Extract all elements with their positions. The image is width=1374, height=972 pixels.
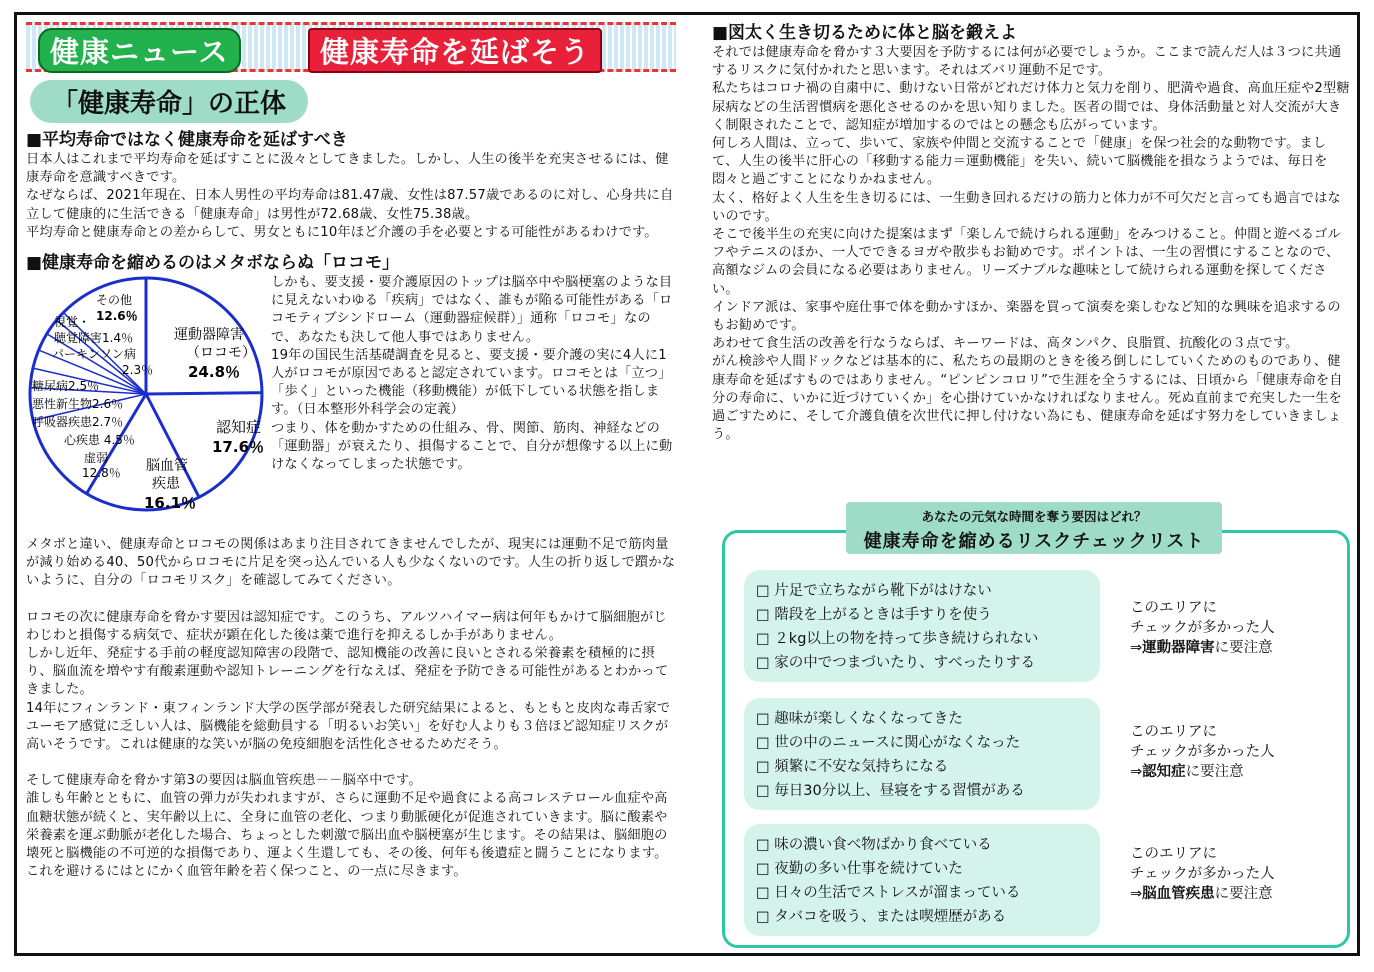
pie-label: 悪性新生物2.6％ <box>32 397 124 412</box>
note-line: このエリアに <box>1130 600 1217 616</box>
paragraph: それでは健康寿命を脅かす３大要因を予防するには何が必要でしょうか。ここまで読んだ人は３つに共通するリスクに気付かれたと思います。それはズバリ運動不足です。 <box>712 45 1342 79</box>
checklist-item[interactable]: □ 頻繁に不安な気持ちになる <box>756 759 949 775</box>
paragraph: しかし近年、発症する手前の軽度認知障害の段階で、認知機能の改善に良いとされる栄養素を積極的に摂り、脳血流を増やす有酸素運動や認知トレーニングを行なえば、発症を予防できる可能性があるとわかってきました。 <box>26 646 669 698</box>
pie-label: その他 <box>96 293 133 308</box>
note-suffix: に要注意 <box>1185 764 1244 780</box>
cause-pie-chart <box>26 274 266 514</box>
paragraph: インドア派は、家事や庭仕事で体を動かすほか、楽器を買って演奏を楽しむなど知的な興味を追求するのもお勧めです。 <box>712 299 1341 334</box>
loco-block <box>26 274 676 536</box>
pie-value: 12.8％ <box>82 466 121 481</box>
paragraph: メタボと違い、健康寿命とロコモの関係はあまり注目されてきませんでしたが、現実には運動不足で筋肉量が減り始める40、50代からロコモに片足を突っ込んでいる人も少なくないのです。人生の折り返しで躓かないように、自分の「ロコモリスク」を確認してみてください。 <box>26 537 676 589</box>
pie-value: 24.8％ <box>188 363 241 382</box>
paragraph: しかも、要支援・要介護原因のトップは脳卒中や脳梗塞のような目に見えないわゆる「疾病」ではなく、誰もが陥る可能性がある「ロコモティブシンドローム（運動器症候群）」通称「ロコモ」なので、あなたも決して他人事ではありません。 <box>271 275 673 345</box>
paragraph: そこで後半生の充実に向けた提案はまず「楽しんで続けられる運動」をみつけること。仲間と遊べるゴルフやテニスのほか、一人でできるヨガや散歩もお勧めです。ポイントは、一生の習慣にすることなので、高額なジムの会員になる必要はありません。リーズナブルな趣味として続けられる運動を探してください。 <box>712 227 1341 297</box>
paragraph: 平均寿命と健康寿命との差からして、男女ともに10年ほど介護の手を必要とする可能性があるわけです。 <box>26 224 658 240</box>
note-line <box>1130 638 1340 658</box>
section-heading-2: ■健康寿命を縮めるのはメタボならぬ「ロコモ」 <box>26 253 400 274</box>
loco-text <box>271 274 676 474</box>
note-line: このエリアに <box>1130 846 1217 862</box>
pie-value: 12.6％ <box>96 309 138 324</box>
pie-value: 17.6％ <box>212 438 265 457</box>
paragraph: あわせて食生活の改善を行なうならば、キーワードは、高タンパク、良脂質、抗酸化の３点です。 <box>712 336 1299 352</box>
note-suffix: に要注意 <box>1214 640 1273 656</box>
note-line: チェックが多かった人 <box>1130 620 1275 636</box>
pie-slice-1 <box>146 393 262 394</box>
checklist-item[interactable]: □ ２kg以上の物を持って歩き続けられない <box>756 631 1039 647</box>
pie-label: パーキンソン病 <box>52 347 136 362</box>
section-heading-1: ■平均寿命ではなく健康寿命を延ばすべき <box>26 130 348 150</box>
note-suffix: に要注意 <box>1214 886 1273 902</box>
checklist-group-stroke <box>744 824 1100 936</box>
right-column <box>712 22 1352 444</box>
checklist-item[interactable]: □ 階段を上がるときは手すりを使う <box>756 607 992 623</box>
header-banner <box>26 22 676 72</box>
paragraph: 何しろ人間は、立って、歩いて、家族や仲間と交流することで「健康」を保つ社会的な動物です。まして、人生の後半に肝心の「移動する能力＝運動機能」を失い、続いて脳機能を損なうようでは、毎日を悶々と過ごすことになりかねません。 <box>712 136 1328 188</box>
pie-label: 心疾患 4.5％ <box>64 433 135 448</box>
checklist-item[interactable]: □ 味の濃い食べ物ばかり食べている <box>756 837 992 853</box>
checklist-item[interactable]: □ 趣味が楽しくなくなってきた <box>756 711 963 727</box>
paragraph: ロコモの次に健康寿命を脅かす要因は認知症です。このうち、アルツハイマー病は何年もかけて脳細胞がじわじわと損傷する病気で、症状が顕在化した後は薬で進行を抑えるしか手がありません。 <box>26 609 667 643</box>
pie-label: 虚弱 <box>84 451 109 466</box>
banner-headline: 健康寿命を延ばそう <box>308 28 602 73</box>
section-heading-3: ■図太く生き切るために体と脳を鍛えよ <box>712 23 1018 43</box>
paragraph: 私たちはコロナ禍の自粛中に、動けない日常がどれだけ体力と気力を削り、肥満や過食、高血圧症や2型糖尿病などの生活習慣病を悪化させるのかを思い知りました。医者の間では、身体活動量と対人交流が大きく制限されたことで、認知症が増加するのではとの懸念も広がっています。 <box>712 81 1350 133</box>
paragraph: なぜならば、2021年現在、日本人男性の平均寿命は81.47歳、女性は87.57歳であるのに対し、心身共に自立して健康的に生活できる「健康寿命」は男性が72.68歳、女性75.38歳。 <box>26 188 674 222</box>
pie-label: 運動器障害 <box>174 327 244 344</box>
note-line <box>1130 762 1340 782</box>
checklist-subtitle: あなたの元気な時間を奪う要因はどれ？ <box>921 509 1147 524</box>
risk-name: 脳血管疾患 <box>1142 886 1215 902</box>
checklist-item[interactable]: □ 片足で立ちながら靴下がはけない <box>756 583 992 599</box>
pie-label: 呼吸器疾患2.7％ <box>32 415 124 430</box>
checklist-item[interactable]: □ 家の中でつまづいたり、すべったりする <box>756 655 1036 671</box>
pie-value: 16.1％ <box>144 494 197 513</box>
checklist-item[interactable]: □ 日々の生活でストレスが溜まっている <box>756 885 1021 901</box>
checklist-main-title: 健康寿命を縮めるリスクチェックリスト <box>863 531 1205 552</box>
pie-value: 2.3％ <box>122 363 154 378</box>
checklist-group-dementia <box>744 698 1100 810</box>
checklist-group-loco <box>744 570 1100 682</box>
pie-label: 視覚・ <box>54 315 91 330</box>
paragraph: つまり、体を動かすための仕組み、骨、関節、筋肉、神経などの「運動器」が衰えたり、損傷することで、自分が想像する以上に動けなくなってしまった状態です。 <box>271 420 673 473</box>
pie-label: 脳血管 <box>146 458 188 475</box>
pie-label: 聴覚障害1.4％ <box>54 331 134 346</box>
arrow-icon: ⇒ <box>1130 886 1143 902</box>
checklist-note-dementia <box>1130 722 1340 782</box>
checklist-item[interactable]: □ 夜勤の多い仕事を続けていた <box>756 861 963 877</box>
paragraph: 14年にフィンランド・東フィンランド大学の医学部が発表した研究結果によると、もともと皮肉な毒舌家でユーモア感覚に乏しい人は、脳機能を総動員する「明るいお笑い」を好む人よりも３倍ほど認知症リスクが高いそうです。これは健康的な笑いが脳の免疫細胞を活性化させるためだそう。 <box>26 700 671 753</box>
pie-label: （ロコモ） <box>186 345 256 362</box>
checklist-item[interactable]: □ 世の中のニュースに関心がなくなった <box>756 735 1021 751</box>
paragraph: 日本人はこれまで平均寿命を延ばすことに汲々としてきました。しかし、人生の後半を充実させるには、健康寿命を意識すべきです。 <box>26 152 669 186</box>
checklist-title <box>846 502 1222 554</box>
paragraph: がん検診や人間ドックなどは基本的に、私たちの最期のときを後ろ倒しにしていくためのものであり、健康寿命を延ばすものではありません。“ピンピンコロリ”で生涯を全うするには、日頃から「健康寿命を自分の寿命に、いかに近づけていくか」を心掛けていかなければなりません。死ぬ直前まで充実した一生を過ごすために、そして介護負債を次世代に押し付けない為にも、健康寿命を延ばす努力をしていきましょう。 <box>712 354 1343 443</box>
checklist-item[interactable]: □ 毎日30分以上、昼寝をする習慣がある <box>756 783 1025 799</box>
paragraph: 19年の国民生活基礎調査を見ると、要支援・要介護の実に4人に1人がロコモが原因であると認定されています。ロコモとは「立つ」「歩く」といった機能（移動機能）が低下している状態を指します。（日本整形外科学会の定義） <box>271 347 672 418</box>
pie-label: 認知症 <box>216 418 262 437</box>
checklist-item[interactable]: □ タバコを吸う、または喫煙歴がある <box>756 909 1007 925</box>
left-column <box>26 22 676 881</box>
banner-health-news: 健康ニュース <box>38 28 241 73</box>
pie-label: 糖尿病2.5％ <box>32 379 100 394</box>
paragraph: これを避けるにはとにかく血管年齢を若く保つこと、の一点に尽きます。 <box>26 864 467 880</box>
note-line: このエリアに <box>1130 724 1217 740</box>
checklist-note-stroke <box>1130 844 1340 904</box>
note-line: チェックが多かった人 <box>1130 744 1275 760</box>
risk-name: 運動器障害 <box>1142 640 1215 656</box>
note-line: チェックが多かった人 <box>1130 866 1275 882</box>
arrow-icon: ⇒ <box>1130 640 1143 656</box>
paragraph: 太く、格好よく人生を生き切るには、一生動き回れるだけの筋力と体力が不可欠だと言っても過言ではないのです。 <box>712 190 1341 224</box>
checklist-note-loco <box>1130 598 1340 658</box>
paragraph: そして健康寿命を脅かす第3の要因は脳血管疾患－－脳卒中です。 <box>26 773 422 789</box>
note-line <box>1130 884 1340 904</box>
paragraph: 誰しも年齢とともに、血管の弾力が失われますが、さらに運動不足や過食による高コレステロール血症や高血糖状態が続くと、実年齢以上に、全身に血管の老化、つまり動脈硬化が促進されていきます。脳に酸素や栄養素を運ぶ動脈が老化した場合、ちょっとした刺激で脳出血や脳梗塞が生じます。その結果は、脳細胞の壊死と脳機能の不可逆的な損傷であり、運よく生還しても、その後、何年も後遺症と闘うことになります。 <box>26 791 668 862</box>
arrow-icon: ⇒ <box>1130 764 1143 780</box>
section-pill-title: 「健康寿命」の正体 <box>30 80 308 123</box>
risk-name: 認知症 <box>1142 764 1186 780</box>
pie-label: 疾患 <box>152 476 180 493</box>
